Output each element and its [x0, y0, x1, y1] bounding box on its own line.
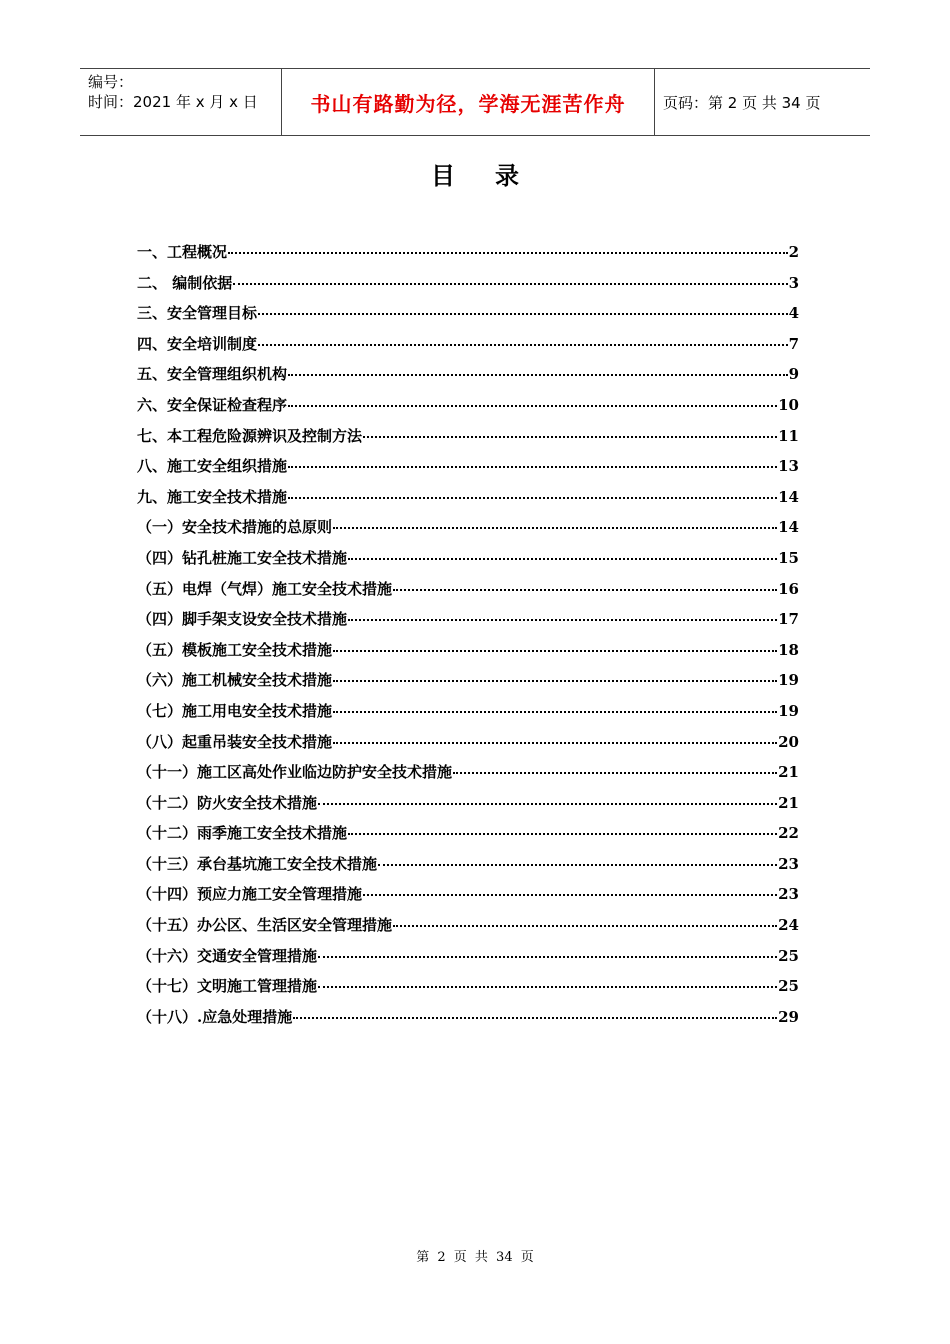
toc-entry-page-number: 18: [778, 640, 799, 659]
toc-entry[interactable]: [137, 608, 799, 639]
toc-entry-label: （一）安全技术措施的总原则: [137, 518, 333, 537]
toc-entry[interactable]: [137, 394, 799, 425]
header-meta: [80, 69, 282, 135]
toc-dot-leader: [288, 405, 777, 407]
toc-entry-label: （七）施工用电安全技术措施: [137, 701, 333, 720]
toc-dot-leader: [228, 252, 788, 254]
toc-entry[interactable]: [137, 333, 799, 364]
toc-entry-label: （五）电焊（气焊）施工安全技术措施: [137, 579, 393, 598]
toc-title-left: 目: [431, 161, 455, 190]
toc-title: [0, 156, 950, 191]
toc-entry-label: 一、工程概况: [137, 243, 228, 261]
toc-entry[interactable]: [137, 302, 799, 333]
toc-dot-leader: [393, 589, 777, 591]
toc-entry-page-number: 2: [788, 243, 799, 261]
toc-entry[interactable]: [137, 272, 799, 303]
toc-entry-page-number: 4: [788, 304, 799, 323]
toc-dot-leader: [288, 466, 777, 468]
toc-entry[interactable]: [137, 363, 799, 394]
toc-entry-label: （十一）施工区高处作业临边防护安全技术措施: [137, 763, 453, 782]
toc-entry-page-number: 23: [778, 885, 799, 904]
toc-entry-page-number: 19: [778, 671, 799, 690]
toc-entry-label: 五、安全管理组织机构: [137, 365, 288, 384]
toc-entry-label: （六）施工机械安全技术措施: [137, 671, 333, 690]
page-header: [80, 68, 870, 136]
toc-entry-label: （十三）承台基坑施工安全技术措施: [137, 854, 378, 873]
toc-dot-leader: [288, 374, 788, 376]
date-line: 时间：2021 年 x 月 x 日: [88, 93, 258, 111]
toc-dot-leader: [333, 680, 777, 682]
toc-dot-leader: [333, 711, 777, 713]
toc-dot-leader: [288, 497, 777, 499]
toc-entry-page-number: 17: [778, 610, 799, 629]
toc-dot-leader: [363, 894, 777, 896]
toc-dot-leader: [258, 344, 788, 346]
toc-entry[interactable]: [137, 455, 799, 486]
toc-dot-leader: [393, 925, 777, 927]
toc-entry-page-number: 25: [778, 946, 799, 965]
toc-entry[interactable]: [137, 578, 799, 609]
toc-dot-leader: [258, 313, 788, 315]
toc-dot-leader: [333, 742, 777, 744]
toc-entry-page-number: 23: [778, 854, 799, 873]
toc-entry-label: （十六）交通安全管理措施: [137, 946, 318, 965]
toc-entry[interactable]: [137, 516, 799, 547]
toc-entry-label: （五）模板施工安全技术措施: [137, 640, 333, 659]
page-footer: 第 2 页 共 34 页: [416, 1250, 534, 1265]
toc-dot-leader: [333, 650, 777, 652]
toc-entry-label: 四、安全培训制度: [137, 334, 258, 353]
toc-entry-label: 六、安全保证检查程序: [137, 395, 288, 414]
toc-dot-leader: [333, 527, 777, 529]
toc-entry-page-number: 21: [778, 763, 799, 782]
toc-dot-leader: [348, 619, 777, 621]
toc-entry-page-number: 3: [788, 273, 799, 292]
toc-entry-label: 八、施工安全组织措施: [137, 457, 288, 476]
toc-dot-leader: [378, 864, 777, 866]
toc-dot-leader: [363, 436, 777, 438]
toc-entry-page-number: 13: [778, 457, 799, 476]
toc-entry-label: （十八）.应急处理措施: [137, 1007, 293, 1026]
toc-entry[interactable]: [137, 425, 799, 456]
toc-entry-page-number: 9: [788, 365, 799, 384]
toc-entry-label: （十二）雨季施工安全技术措施: [137, 824, 348, 843]
toc-title-right: 录: [495, 161, 519, 190]
toc-entry[interactable]: [137, 639, 799, 670]
page-info: 页码：第 2 页 共 34 页: [663, 93, 821, 112]
toc-dot-leader: [318, 986, 777, 988]
toc-entry-page-number: 19: [778, 701, 799, 720]
toc-entry-page-number: 14: [778, 518, 799, 537]
toc-entry-page-number: 10: [778, 395, 799, 414]
toc-dot-leader: [318, 803, 777, 805]
toc-entry-label: （八）起重吊装安全技术措施: [137, 732, 333, 751]
serial-label: 编号：: [88, 73, 134, 91]
toc-entry-page-number: 22: [778, 824, 799, 843]
toc-entry[interactable]: [137, 1006, 799, 1037]
toc-entry-page-number: 16: [778, 579, 799, 598]
toc-entry-label: 二、 编制依据: [137, 273, 233, 292]
toc-entry-label: （十五）办公区、生活区安全管理措施: [137, 916, 393, 935]
header-page-info-cell: [655, 69, 870, 135]
toc-entry[interactable]: [137, 914, 799, 945]
toc-entry-label: （十四）预应力施工安全管理措施: [137, 885, 363, 904]
toc-entry-label: （四）脚手架支设安全技术措施: [137, 610, 348, 629]
toc-entry[interactable]: [137, 731, 799, 762]
toc-entry-page-number: 24: [778, 916, 799, 935]
toc-entry-page-number: 14: [778, 487, 799, 506]
toc-entry[interactable]: [137, 853, 799, 884]
toc-dot-leader: [348, 833, 777, 835]
toc-entry[interactable]: [137, 792, 799, 823]
toc-entry[interactable]: [137, 883, 799, 914]
toc-entry[interactable]: [137, 822, 799, 853]
toc-dot-leader: [318, 956, 777, 958]
toc-entry[interactable]: [137, 486, 799, 517]
toc-entry[interactable]: [137, 669, 799, 700]
toc-entry-label: 三、安全管理目标: [137, 304, 258, 323]
toc-entry-label: （四）钻孔桩施工安全技术措施: [137, 548, 348, 567]
header-motto-cell: [282, 69, 655, 135]
toc-entry[interactable]: [137, 945, 799, 976]
toc-entry[interactable]: [137, 975, 799, 1006]
toc-entry-page-number: 15: [778, 548, 799, 567]
toc-entry[interactable]: [137, 700, 799, 731]
toc-entry-page-number: 20: [778, 732, 799, 751]
toc-entry-label: （十七）文明施工管理措施: [137, 977, 318, 996]
toc-entry-label: （十二）防火安全技术措施: [137, 793, 318, 812]
toc-dot-leader: [233, 283, 787, 285]
toc-entry-label: 七、本工程危险源辨识及控制方法: [137, 426, 363, 445]
motto: 书山有路勤为径，学海无涯苦作舟: [310, 91, 626, 116]
toc-entry-page-number: 25: [778, 977, 799, 996]
toc-entry-page-number: 21: [778, 793, 799, 812]
toc-dot-leader: [453, 772, 777, 774]
toc-dot-leader: [348, 558, 777, 560]
toc-entry-label: 九、施工安全技术措施: [137, 487, 288, 506]
toc-entry-page-number: 7: [788, 334, 799, 353]
toc-entry-page-number: 29: [778, 1007, 799, 1026]
toc-entry[interactable]: [137, 241, 799, 272]
toc-entry[interactable]: [137, 761, 799, 792]
toc-entry[interactable]: [137, 547, 799, 578]
toc-entry-page-number: 11: [778, 426, 799, 445]
table-of-contents: [137, 241, 799, 1036]
toc-dot-leader: [293, 1017, 777, 1019]
